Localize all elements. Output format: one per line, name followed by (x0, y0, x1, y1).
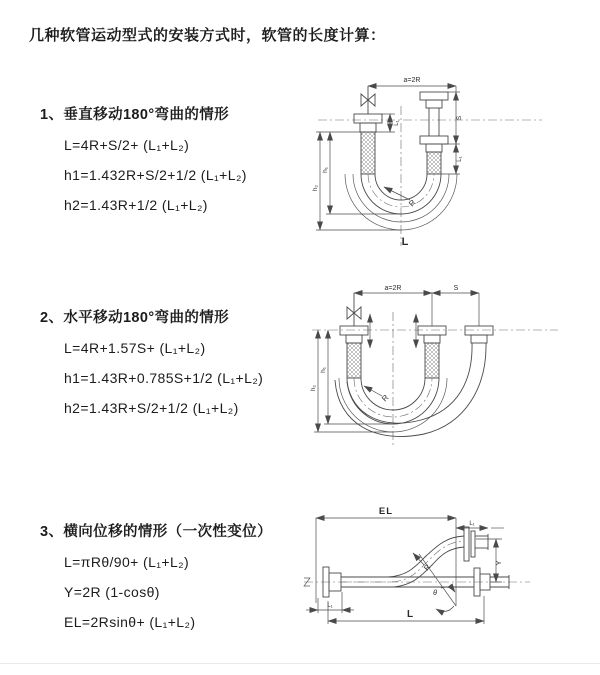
formula-h1: h1=1.432R+S/2+1/2 (L₁+L₂) (64, 167, 247, 183)
right-pipe-fitting (465, 326, 493, 343)
dim-label-l1-right: L₁ (457, 156, 463, 162)
dim-label-el: EL (378, 506, 394, 517)
dim-label-h1: h₁ (322, 167, 329, 173)
dim-label-h1: h₁ (320, 367, 327, 373)
section-vertical-movement (40, 103, 247, 227)
dim-l1-right (441, 144, 463, 174)
section-2-heading: 2、水平移动180°弯曲的情形 (40, 310, 230, 326)
formula-length: L=πRθ/90+ (L₁+L₂) (64, 554, 190, 570)
formula-h2: h2=1.43R+S/2+1/2 (L₁+L₂) (64, 400, 239, 416)
angle-theta-label: θ (433, 590, 437, 597)
formula-h2: h2=1.43R+1/2 (L₁+L₂) (64, 197, 208, 213)
dim-label-a2r: a=2R (384, 285, 402, 292)
dim-l1-top (456, 521, 504, 528)
dim-label-y: Y (494, 560, 503, 566)
page-title: 几种软管运动型式的安装方式时，软管的长度计算： (29, 27, 386, 44)
formula-length: L=4R+1.57S+ (L₁+L₂) (64, 340, 206, 356)
length-label: L (401, 236, 409, 248)
valve-icon (361, 86, 375, 114)
section-lateral-displacement (40, 520, 272, 644)
diagram-vertical-180-bend (310, 70, 550, 254)
centerlines (312, 312, 558, 448)
section-horizontal-movement (40, 306, 263, 430)
dim-h1 (316, 132, 401, 214)
diagram-horizontal-180-bend (306, 282, 568, 454)
dim-label-l1-bottom: L₁ (327, 603, 333, 609)
radius-callout (364, 386, 391, 403)
radius-label: R (407, 198, 418, 209)
centerlines (318, 106, 542, 246)
formula-length: L=4R+S/2+ (L₁+L₂) (64, 137, 190, 153)
radius-label: R (380, 393, 391, 404)
radius-label: R (421, 562, 433, 573)
radius-callout (413, 553, 433, 572)
dim-label-h2: h₂ (312, 184, 319, 192)
section-3-heading: 3、横向位移的情形（一次性变位） (40, 524, 272, 540)
right-pipe-fitting (420, 92, 448, 174)
left-pipe-fitting (354, 114, 382, 174)
dim-label-s: S (456, 115, 463, 121)
dim-span-a2r (368, 77, 456, 92)
dim-label-h2: h₂ (310, 384, 317, 392)
valve-icon (347, 293, 361, 326)
formula-y: Y=2R (1-cosθ) (64, 584, 160, 600)
formula-el: EL=2Rsinθ+ (L₁+L₂) (64, 614, 196, 630)
diagram-lateral-displacement (298, 503, 590, 651)
dim-label-l1-top: L₁ (469, 521, 475, 527)
hose-s-curve-displaced (341, 536, 464, 587)
dim-label-l1-left: L₁ (394, 120, 400, 126)
dim-label-a2r: a=2R (403, 77, 421, 84)
dim-h2 (312, 132, 401, 230)
upper-right-flange (464, 527, 488, 561)
dim-l1-bottom (306, 592, 354, 613)
page-edge-divider (0, 663, 600, 664)
dim-s (432, 285, 479, 326)
left-pipe-fitting (340, 326, 368, 378)
middle-pipe-fitting (418, 326, 446, 378)
section-1-heading: 1、垂直移动180°弯曲的情形 (40, 107, 230, 123)
formula-h1: h1=1.43R+0.785S+1/2 (L₁+L₂) (64, 370, 264, 386)
length-label: L (406, 609, 414, 620)
dim-label-s: S (453, 285, 459, 292)
